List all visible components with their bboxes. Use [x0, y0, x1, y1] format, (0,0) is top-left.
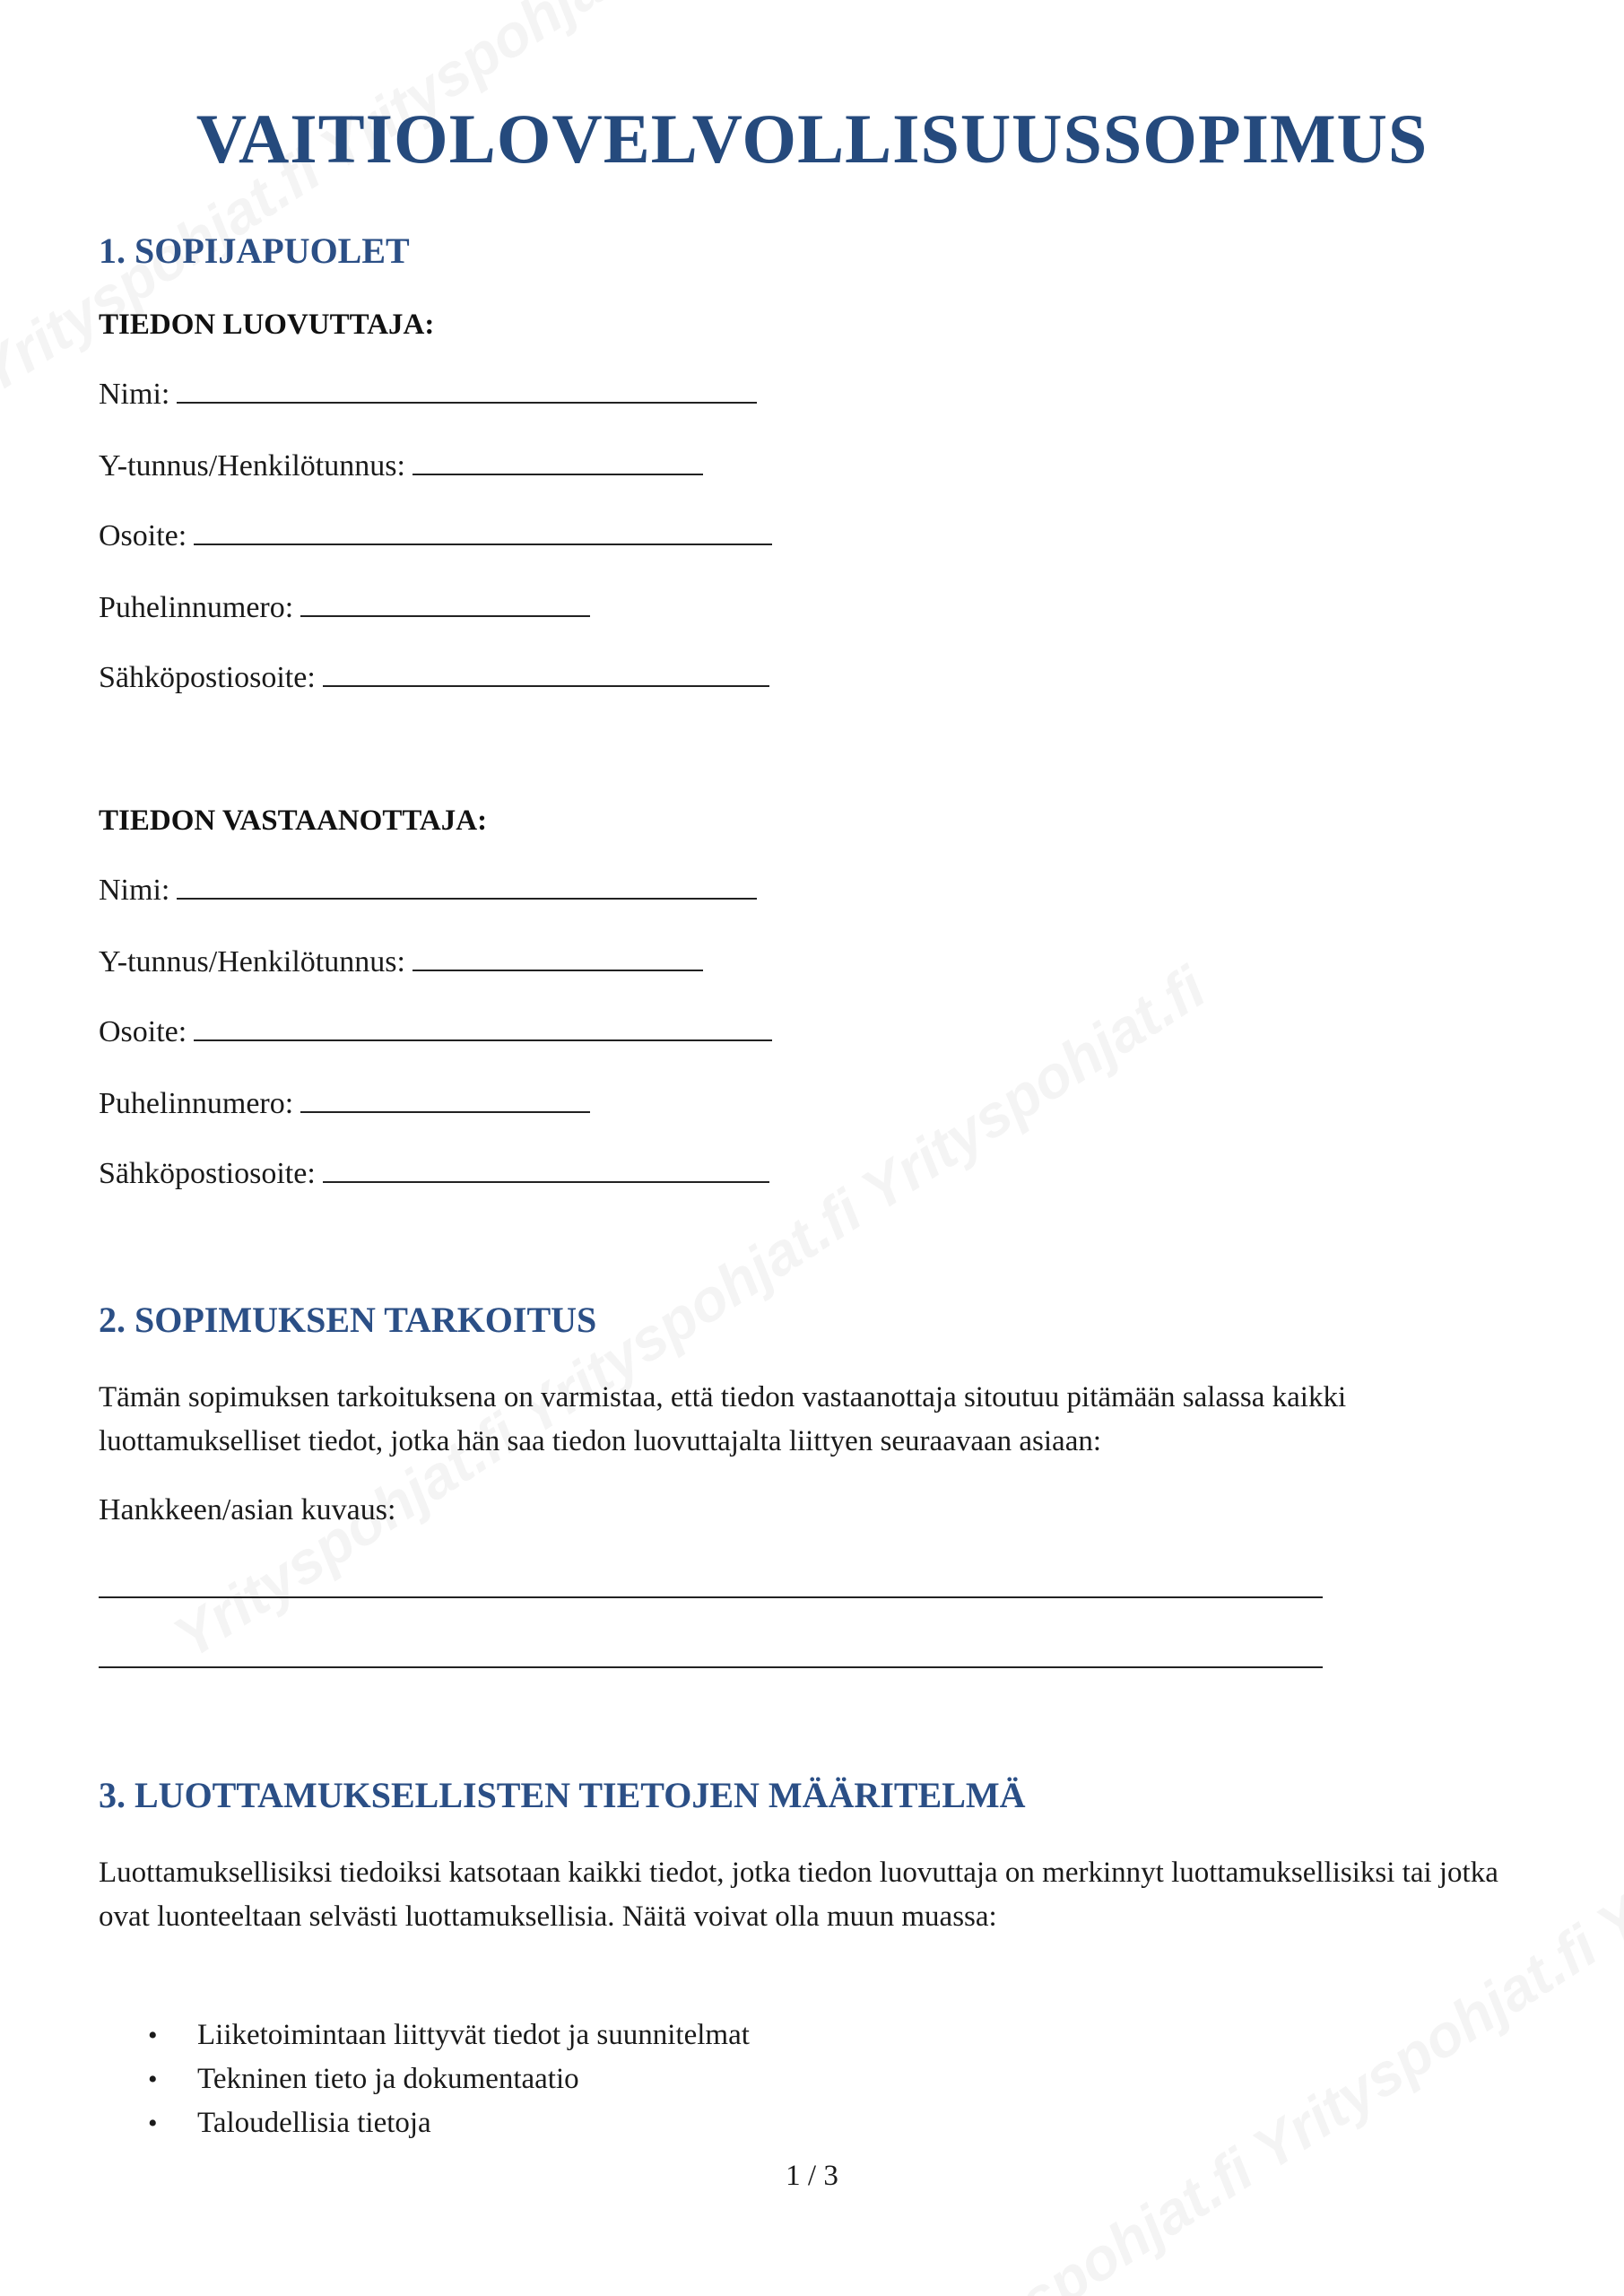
description-line-1[interactable] — [99, 1596, 1323, 1598]
section-2-text: Tämän sopimuksen tarkoituksena on varmistaa, että tiedon vastaanottaja sitoutuu pitämään salassa kaikki luottamukselliset tiedot, jotka hän saa tiedon luovuttajalta liittyen seuraavaan asiaan: — [99, 1381, 1347, 1457]
disclosing-id-field[interactable] — [99, 448, 703, 483]
field-label: Osoite: — [99, 519, 187, 552]
fill-line[interactable] — [300, 590, 590, 617]
list-item: • Tekninen tieto ja dokumentaatio — [99, 2057, 750, 2101]
section-3-text: Luottamuksellisiksi tiedoiksi katsotaan kaikki tiedot, jotka tiedon luovuttaja on merkinnyt luottamuksellisiksi tai jotka ovat luonteeltaan selvästi luottamuksellisia. Näitä voivat olla muun muassa: — [99, 1857, 1498, 1933]
fill-line[interactable] — [323, 1156, 769, 1183]
field-label: Puhelinnumero: — [99, 591, 294, 624]
disclosing-address-field[interactable] — [99, 518, 772, 553]
disclosing-email-field[interactable] — [99, 660, 769, 695]
confidential-items-list — [99, 2013, 750, 2145]
section-3-heading: 3. LUOTTAMUKSELLISTEN TIETOJEN MÄÄRITELMÄ — [99, 1775, 1026, 1815]
disclosing-name-field[interactable] — [99, 377, 757, 412]
disclosing-phone-field[interactable] — [99, 590, 590, 625]
fill-line[interactable] — [177, 873, 757, 900]
description-line-2[interactable] — [99, 1666, 1323, 1668]
fill-line[interactable] — [194, 518, 772, 545]
section-2-heading: 2. SOPIMUKSEN TARKOITUS — [99, 1300, 597, 1340]
receiving-address-field[interactable] — [99, 1014, 772, 1049]
field-label: Sähköpostiosoite: — [99, 1157, 316, 1190]
description-label — [99, 1493, 395, 1527]
receiving-id-field[interactable] — [99, 944, 703, 979]
field-label: Sähköpostiosoite: — [99, 661, 316, 694]
disclosing-party-label: TIEDON LUOVUTTAJA: — [99, 309, 435, 341]
section-1-heading: 1. SOPIJAPUOLET — [99, 230, 410, 271]
list-item: • Liiketoimintaan liittyvät tiedot ja suunnitelmat — [99, 2013, 750, 2057]
receiving-party-label: TIEDON VASTAANOTTAJA: — [99, 804, 488, 837]
document-title: VAITIOLOVELVOLLISUUSSOPIMUS — [195, 100, 1429, 178]
receiving-phone-field[interactable] — [99, 1086, 590, 1121]
field-label: Osoite: — [99, 1015, 187, 1048]
field-label: Y-tunnus/Henkilötunnus: — [99, 449, 405, 483]
fill-line[interactable] — [194, 1014, 772, 1041]
field-label: Nimi: — [99, 378, 170, 411]
page-number: 1 / 3 — [786, 2160, 838, 2192]
fill-line[interactable] — [413, 448, 703, 475]
receiving-name-field[interactable] — [99, 873, 757, 908]
fill-line[interactable] — [413, 944, 703, 971]
fill-line[interactable] — [300, 1086, 590, 1113]
field-label: Hankkeen/asian kuvaus: — [99, 1493, 396, 1526]
list-item: • Taloudellisia tietoja — [99, 2101, 750, 2145]
receiving-email-field[interactable] — [99, 1156, 769, 1191]
field-label: Y-tunnus/Henkilötunnus: — [99, 945, 405, 978]
field-label: Puhelinnumero: — [99, 1087, 294, 1120]
fill-line[interactable] — [323, 660, 769, 687]
fill-line[interactable] — [177, 377, 757, 404]
field-label: Nimi: — [99, 874, 170, 907]
